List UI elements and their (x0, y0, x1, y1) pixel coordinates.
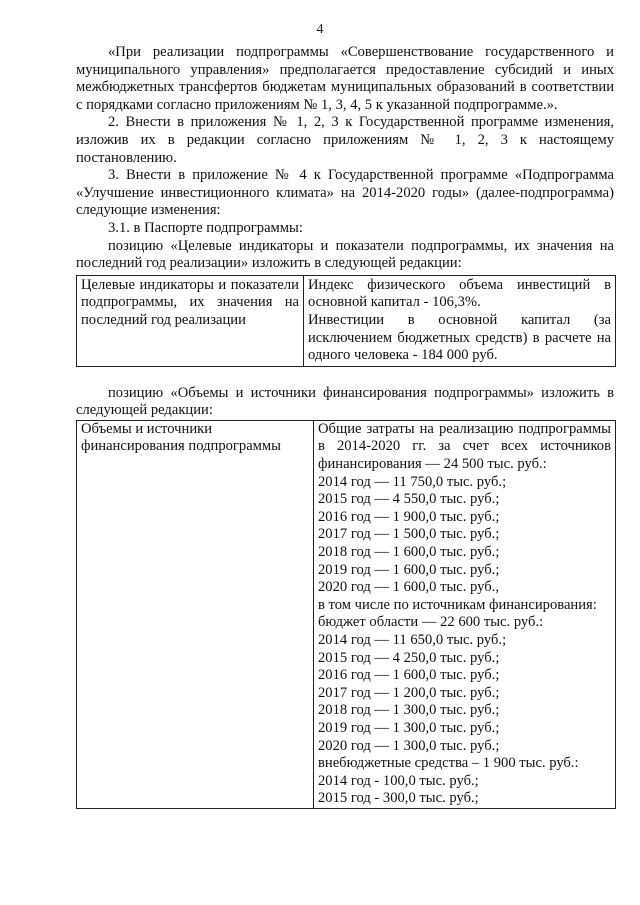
table-row (77, 420, 616, 808)
page-number: 4 (316, 22, 324, 37)
financing-line: 2017 год — 1 500,0 тыс. руб.; (318, 526, 500, 543)
financing-line: бюджет области — 22 600 тыс. руб.: (318, 614, 544, 631)
paragraph-quote: «При реализации подпрограммы «Совершенствование государственного и муниципального управления» предполагается предоставление субсидий и иных межбюджетных трансфертов бюджетам муниципальных образований в соответствии с порядками согласно приложениям № 1, 3, 4, 5 к указанной подпрограмме.». (76, 44, 614, 113)
financing-line: 2017 год — 1 200,0 тыс. руб.; (318, 684, 500, 701)
indicator-value-1: Индекс физического объема инвестиций в основной капитал - 106,3%. (308, 276, 611, 311)
table-row (77, 275, 616, 366)
financing-line: 2019 год — 1 300,0 тыс. руб.; (318, 719, 500, 736)
indicators-value-cell (304, 275, 616, 366)
financing-line: 2018 год — 1 600,0 тыс. руб.; (318, 544, 500, 561)
financing-line: 2014 год — 11 650,0 тыс. руб.; (318, 632, 507, 648)
financing-line: в том числе по источникам финансирования: (318, 596, 597, 613)
paragraph-position-financing: позицию «Объемы и источники финансирования подпрограммы» изложить в следующей редакции: (76, 384, 614, 419)
paragraph-item-3: 3. Внести в приложение № 4 к Государственной программе «Подпрограмма «Улучшение инвестиционного климата» на 2014-2020 годы» (далее-подпрограмма) следующие изменения: (76, 167, 614, 219)
paragraph-position-indicators: позицию «Целевые индикаторы и показатели подпрограммы, их значения на последний год реализации» изложить в следующей редакции: (76, 237, 614, 272)
financing-line: 2019 год — 1 600,0 тыс. руб.; (318, 561, 500, 578)
financing-line: 2016 год — 1 900,0 тыс. руб.; (318, 508, 500, 525)
financing-line: 2018 год — 1 300,0 тыс. руб.; (318, 702, 500, 719)
financing-line: 2020 год — 1 600,0 тыс. руб., (318, 579, 499, 596)
indicators-label-cell: Целевые индикаторы и показатели подпрограммы, их значения на последний год реализации (77, 275, 304, 366)
indicator-value-2: Инвестиции в основной капитал (за исключением бюджетных средств) в расчете на одного человека - 184 000 руб. (308, 311, 611, 364)
financing-label-cell: Объемы и источники финансирования подпрограммы (77, 420, 314, 808)
financing-line: 2015 год — 4 550,0 тыс. руб.; (318, 491, 500, 508)
indicators-table (76, 275, 616, 367)
financing-line: 2015 год — 4 250,0 тыс. руб.; (318, 649, 500, 666)
financing-line: 2014 год - 100,0 тыс. руб.; (318, 772, 479, 789)
financing-line: внебюджетные средства – 1 900 тыс. руб.: (318, 755, 579, 772)
financing-line: 2016 год — 1 600,0 тыс. руб.; (318, 667, 500, 684)
financing-line: 2015 год - 300,0 тыс. руб.; (318, 790, 479, 807)
paragraph-item-2: 2. Внести в приложения № 1, 2, 3 к Государственной программе изменения, изложив их в редакции согласно приложениям № 1, 2, 3 к настоящему постановлению. (76, 114, 614, 166)
financing-line: 2014 год — 11 750,0 тыс. руб.; (318, 473, 507, 490)
financing-line: 2020 год — 1 300,0 тыс. руб.; (318, 737, 500, 754)
financing-value-cell (314, 420, 616, 808)
financing-intro: Общие затраты на реализацию подпрограммы в 2014-2020 гг. за счет всех источников финансирования — 24 500 тыс. руб.: (318, 420, 611, 473)
financing-table (76, 420, 616, 809)
paragraph-item-3-1: 3.1. в Паспорте подпрограммы: (108, 219, 303, 236)
document-body (76, 44, 614, 809)
